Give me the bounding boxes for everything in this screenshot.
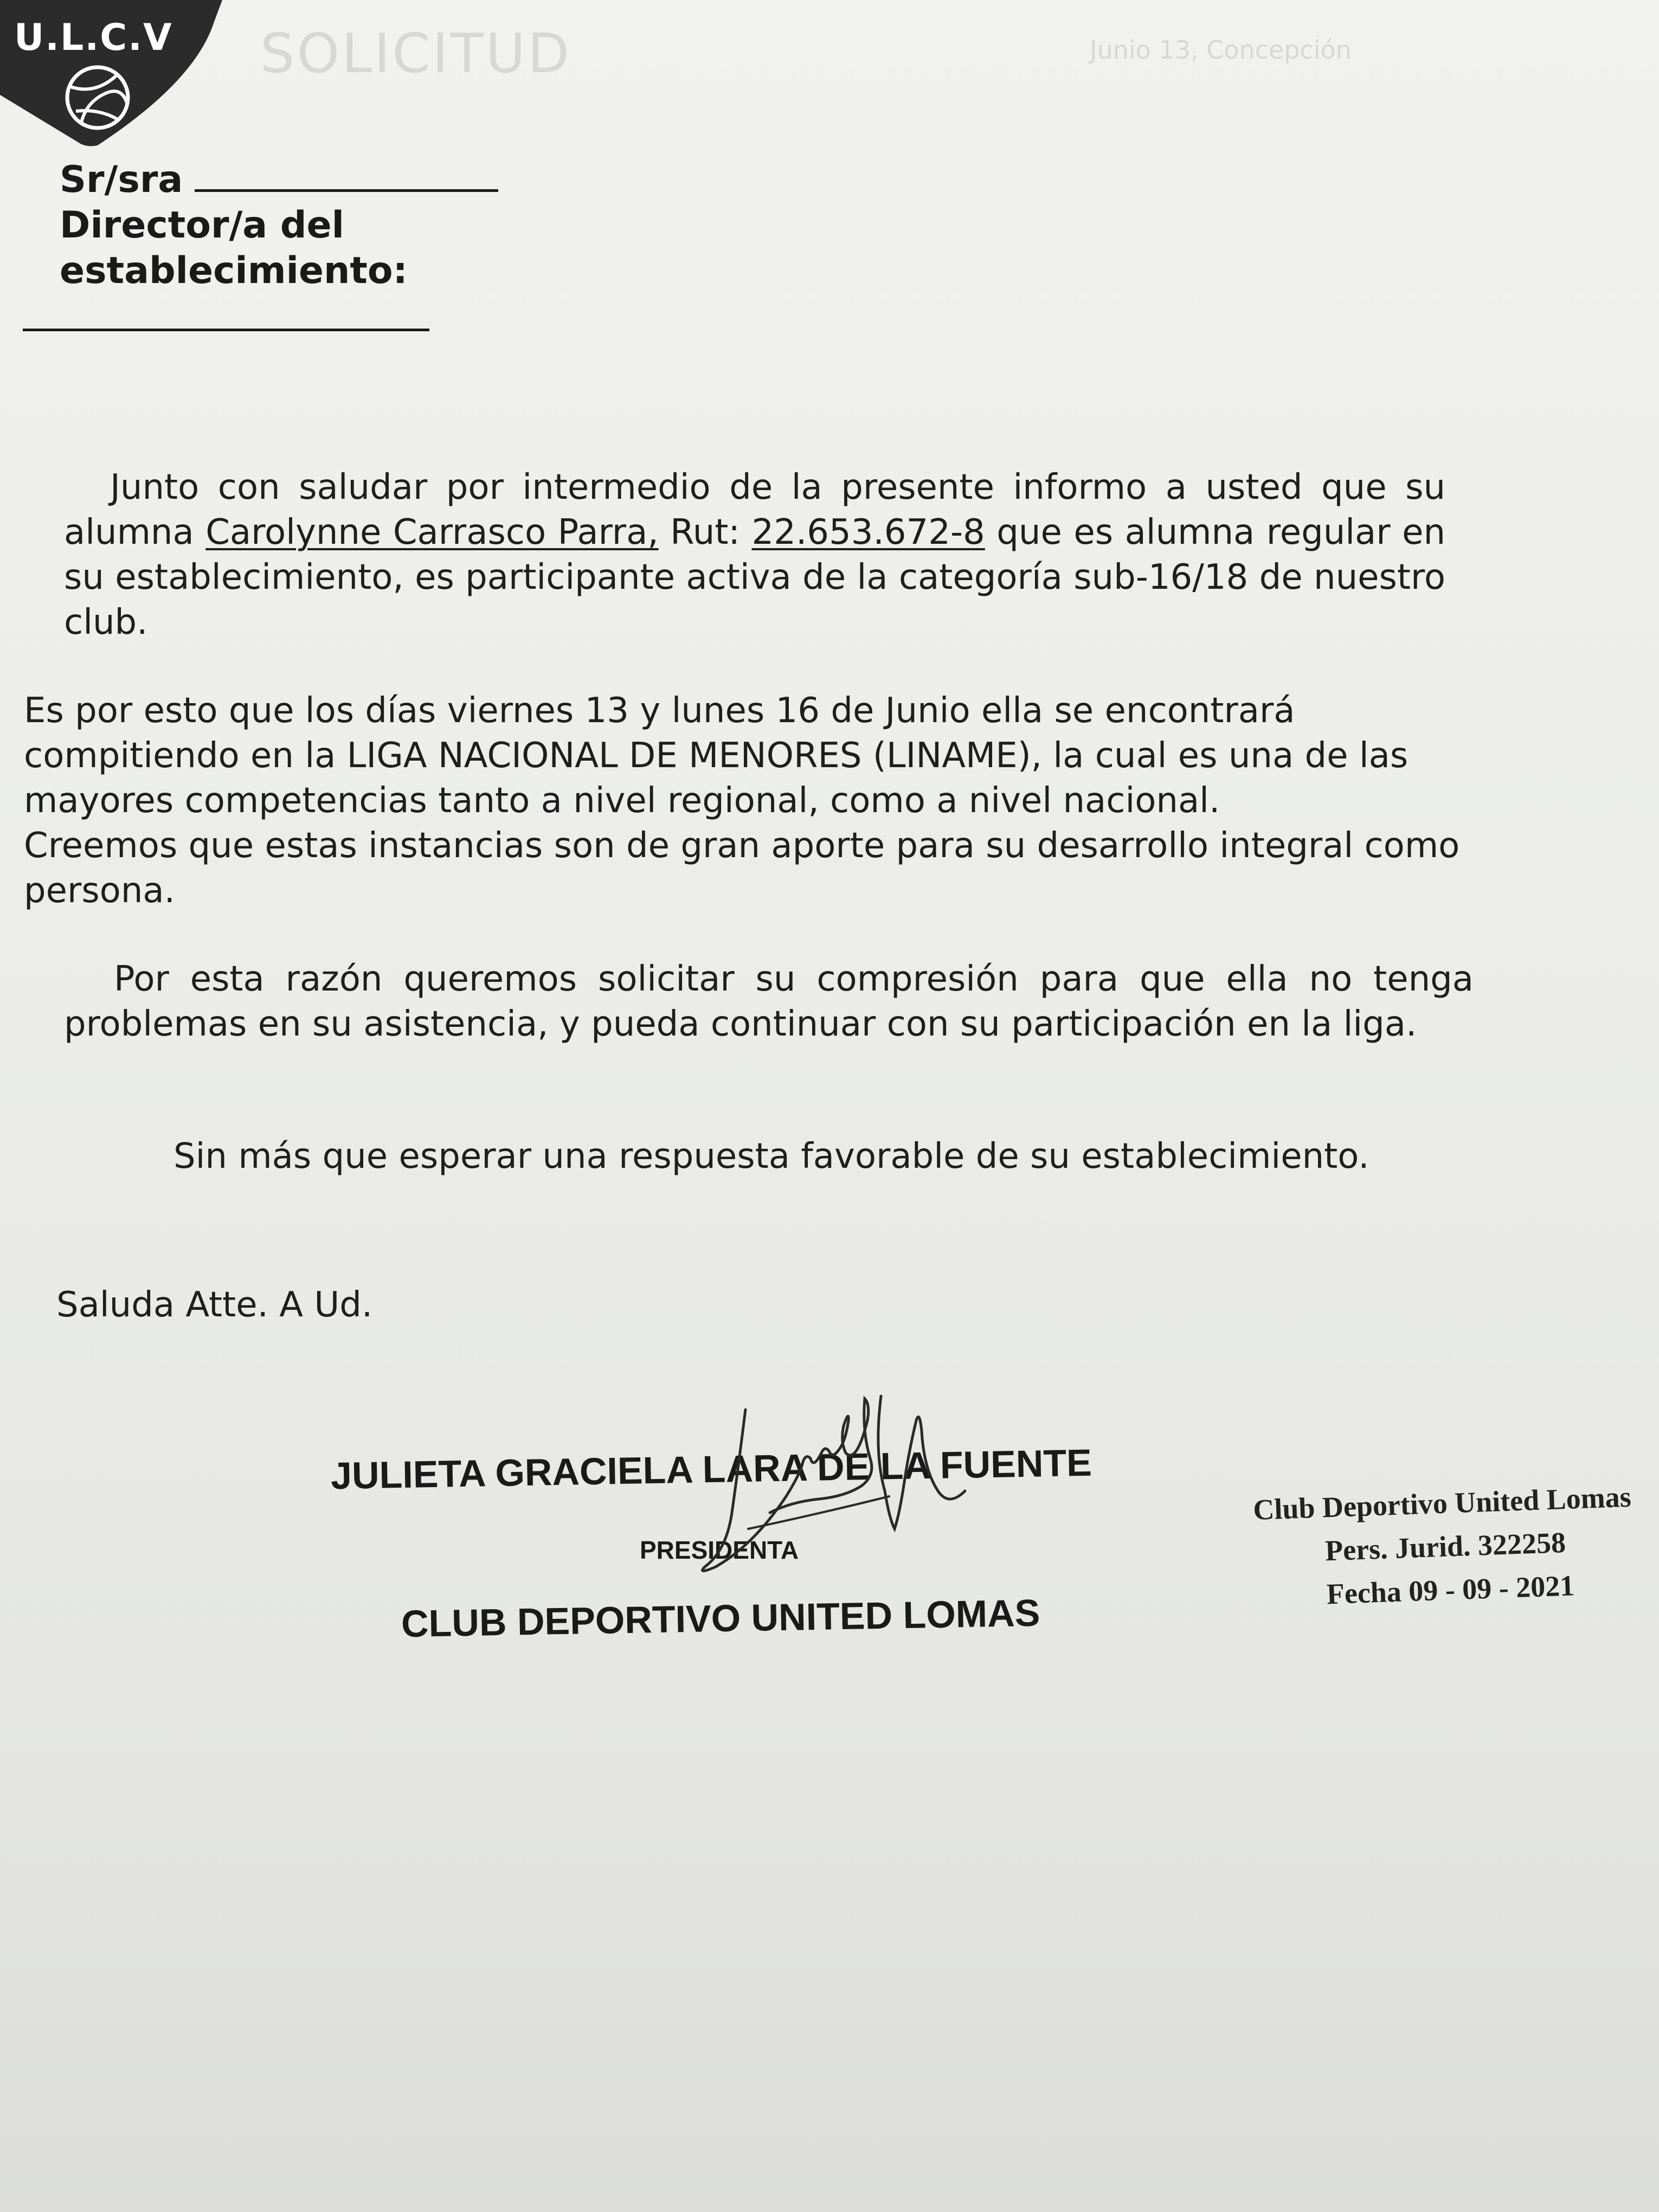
addressee-rule (23, 329, 429, 331)
bleed-through-date: Junio 13, Concepción (1090, 35, 1352, 65)
p2-line-2: compitiendo en la LIGA NACIONAL DE MENORES (LINAME), la cual es una de las (24, 736, 1409, 776)
signer-name: JULIETA GRACIELA LARA DE LA FUENTE (330, 1441, 1092, 1497)
addressee-line-2: Director/a del (60, 204, 344, 247)
paragraph-2 (24, 689, 1603, 914)
signer-role: PRESIDENTA (640, 1536, 799, 1564)
club-logo (0, 0, 222, 147)
paragraph-3: Por esta razón queremos solicitar su compresión para que ella no tenga problemas en su asistencia, y pueda continuar con su participación en la liga. (64, 959, 1474, 1044)
p2-line-5: persona. (24, 871, 175, 911)
paragraph-4: Sin más que esperar una respuesta favorable de su establecimiento. (173, 1136, 1369, 1176)
closing-line: Saluda Atte. A Ud. (56, 1285, 373, 1325)
signer-club: CLUB DEPORTIVO UNITED LOMAS (401, 1591, 1040, 1645)
club-stamp (1252, 1475, 1635, 1618)
p1-text-b: Rut: (658, 512, 752, 552)
name-blank (195, 162, 498, 192)
student-rut: 22.653.672-8 (751, 512, 985, 552)
stamp-line-2: Pers. Jurid. 322258 (1324, 1526, 1566, 1567)
salutation-label: Sr/sra (60, 158, 183, 201)
student-name: Carolynne Carrasco Parra, (205, 512, 659, 552)
addressee-line-1 (60, 157, 498, 203)
handwritten-signature (683, 1388, 1041, 1589)
p2-line-3: mayores competencias tanto a nivel regional, como a nivel nacional. (24, 781, 1220, 821)
addressee-block (60, 157, 498, 294)
p2-line-1: Es por esto que los días viernes 13 y lunes 16 de Junio ella se encontrará (24, 691, 1295, 731)
stamp-line-1: Club Deportivo United Lomas (1252, 1480, 1632, 1526)
logo-text: U.L.C.V (14, 16, 173, 59)
paragraph-1 (64, 465, 1445, 645)
p2-line-4: Creemos que estas instancias son de gran aporte para su desarrollo integral como (24, 826, 1460, 866)
stamp-line-3: Fecha 09 - 09 - 2021 (1326, 1569, 1576, 1611)
addressee-line-3: establecimiento: (60, 249, 408, 292)
bleed-through-title: SOLICITUD (260, 22, 571, 85)
p1-text-a: Junto con saludar por intermedio de la presente informo a usted que su alumna (64, 467, 1445, 552)
p1-text-c: que es alumna regular en su establecimiento, es participante activa de la categoría sub-16/18 de nuestro club. (64, 512, 1446, 642)
